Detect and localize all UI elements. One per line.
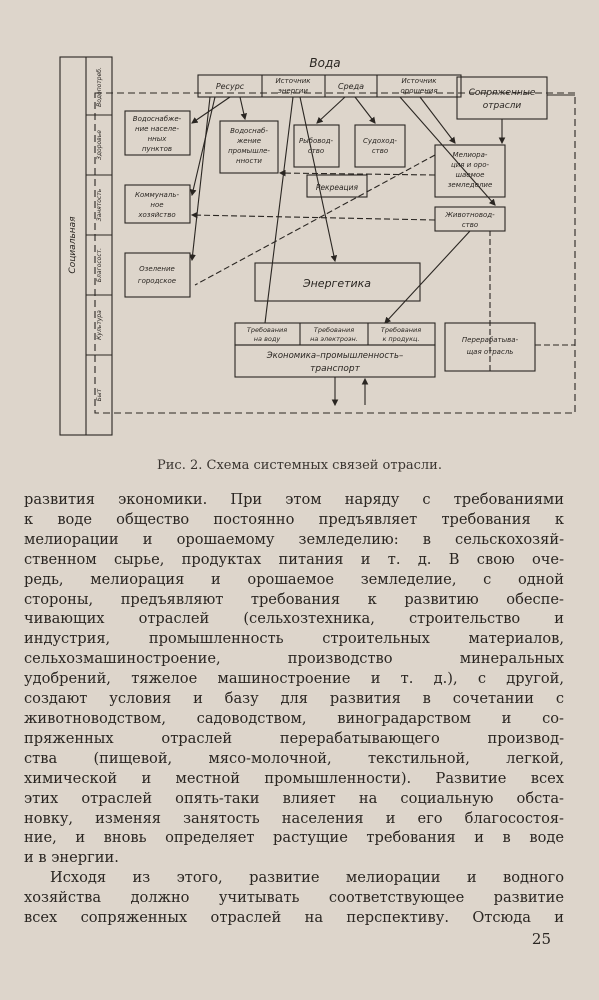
box-conjugate-l2: отрасли xyxy=(482,101,522,111)
box-energy-source-l2: энергии xyxy=(278,87,308,95)
figure-caption: Рис. 2. Схема системных связей отрасли. xyxy=(157,458,442,473)
paragraph-2 xyxy=(24,868,564,928)
text-line: новку, изменяя занятость населения и его благосостоя- xyxy=(24,809,564,827)
text-line: создают условия и базу для развития в сочетании с xyxy=(24,690,564,708)
box-water-pop-l3: нных xyxy=(147,135,167,143)
text-line: индустрия, промышленность строительных материалов, xyxy=(24,630,564,648)
side-cell-4: Благосост. xyxy=(96,247,103,283)
text-line: к воде общество постоянно предъявляет требования к xyxy=(24,510,564,528)
box-resources: Ресурс xyxy=(215,82,245,91)
box-water-pop-l2: ние населе- xyxy=(135,125,179,133)
text-line: удобрений, тяжелое машиностроение и т. д.), с другой, xyxy=(24,670,564,688)
box-processing-l1: Перерабатыва- xyxy=(461,336,519,344)
box-urban-l2: городское xyxy=(137,277,177,285)
text-line: ственном сырье, продуктах питания и т. д. В свою оче- xyxy=(24,550,564,568)
box-irrigation-source-l2: орошения xyxy=(400,87,438,95)
system-diagram xyxy=(55,45,585,440)
box-economy-l2: транспорт xyxy=(310,364,360,374)
side-cell-1: Водопотреб. xyxy=(96,67,103,107)
box-livestock-l1: Животновод- xyxy=(445,211,495,219)
box-req-water-l2: на воду xyxy=(253,335,281,343)
box-req-prod-l1: Требования xyxy=(380,326,422,334)
box-fish-l1: Рыбовод- xyxy=(298,137,334,145)
box-fish-l2: ство xyxy=(307,147,325,155)
text-line: развития экономики. При этом наряду с требованиями xyxy=(24,491,564,508)
text-line: ние, и вновь определяет растущие требования и в воде xyxy=(24,829,564,847)
water-label: Вода xyxy=(309,56,341,70)
box-req-prod-l2: к продукц. xyxy=(382,335,420,343)
side-cell-6: Быт xyxy=(96,388,103,402)
text-line: этих отраслей опять-таки влияет на социальную обста- xyxy=(24,789,564,807)
text-line: всех сопряженных отраслей на перспективу. Отсюда и xyxy=(24,909,564,927)
box-processing-l2: щая отрасль xyxy=(466,348,514,356)
box-water-ind-l2: жение xyxy=(236,137,262,145)
box-communal-l1: Коммуналь- xyxy=(135,191,179,199)
side-cell-3: Занятость xyxy=(96,188,103,222)
diagram-svg xyxy=(55,45,585,440)
box-recreation: Рекреация xyxy=(315,183,359,192)
text-line: Исходя из этого, развитие мелиорации и водного xyxy=(50,869,564,887)
box-environment: Среда xyxy=(337,82,365,91)
text-line: химической и местной промышленности). Развитие всех xyxy=(24,769,564,787)
box-irrigation-source-l1: Источник xyxy=(401,77,437,85)
text-line: и в энергии. xyxy=(24,849,119,867)
box-melioration-l4: земледелие xyxy=(447,181,493,189)
text-line: мелиорации и орошаемому земледелию: в сельскохозяй- xyxy=(24,530,564,548)
text-line: хозяйства должно учитывать соответствующее развитие xyxy=(24,889,564,907)
box-water-pop-l1: Водоснабже- xyxy=(132,115,182,123)
box-water-ind-l4: нности xyxy=(236,157,262,165)
text-line: чивающих отраслей (сельхозтехника, строительство и xyxy=(24,610,564,628)
box-req-elec-l2: на электроэн. xyxy=(310,335,358,343)
box-water-ind-l3: промышле- xyxy=(228,147,270,155)
box-conjugate-l1: Сопряженные xyxy=(468,88,536,98)
box-livestock-l2: ство xyxy=(461,221,479,229)
box-melioration-l3: шаемое xyxy=(455,171,485,179)
box-shipping-l2: ство xyxy=(371,147,389,155)
paragraph-1 xyxy=(24,490,564,868)
text-line: редь, мелиорация и орошаемое земледелие, с одной xyxy=(24,570,564,588)
box-energetics: Энергетика xyxy=(302,277,372,290)
text-line: животноводством, садоводством, виноградарством и со- xyxy=(24,709,564,727)
box-economy-l1: Экономика–промышленность– xyxy=(266,351,404,361)
text-line: ства (пищевой, мясо-молочной, текстильной, легкой, xyxy=(24,749,564,767)
side-cell-2: Здоровье xyxy=(96,130,103,160)
side-cell-5: Культура xyxy=(96,310,103,340)
box-melioration-l2: ция и оро- xyxy=(450,161,490,169)
box-req-elec-l1: Требования xyxy=(313,326,355,334)
box-water-ind-l1: Водоснаб- xyxy=(230,127,268,135)
page-number: 25 xyxy=(531,930,551,948)
side-column-label: Социальная xyxy=(68,216,78,274)
text-line: стороны, предъявляют требования к развитию обеспе- xyxy=(24,590,564,608)
box-req-water-l1: Требования xyxy=(246,326,288,334)
box-melioration-l1: Мелиора- xyxy=(452,151,488,159)
box-shipping-l1: Судоход- xyxy=(363,137,397,145)
box-communal-l2: ное xyxy=(150,201,164,209)
body-text xyxy=(24,490,564,928)
text-line: пряженных отраслей перерабатывающего производ- xyxy=(24,729,564,747)
box-urban-l1: Озеление xyxy=(139,265,175,273)
box-water-pop-l4: пунктов xyxy=(141,145,173,153)
box-communal-l3: хозяйство xyxy=(138,211,176,219)
box-energy-source-l1: Источник xyxy=(275,77,311,85)
text-line: сельхозмашиностроение, производство минеральных xyxy=(24,650,564,668)
